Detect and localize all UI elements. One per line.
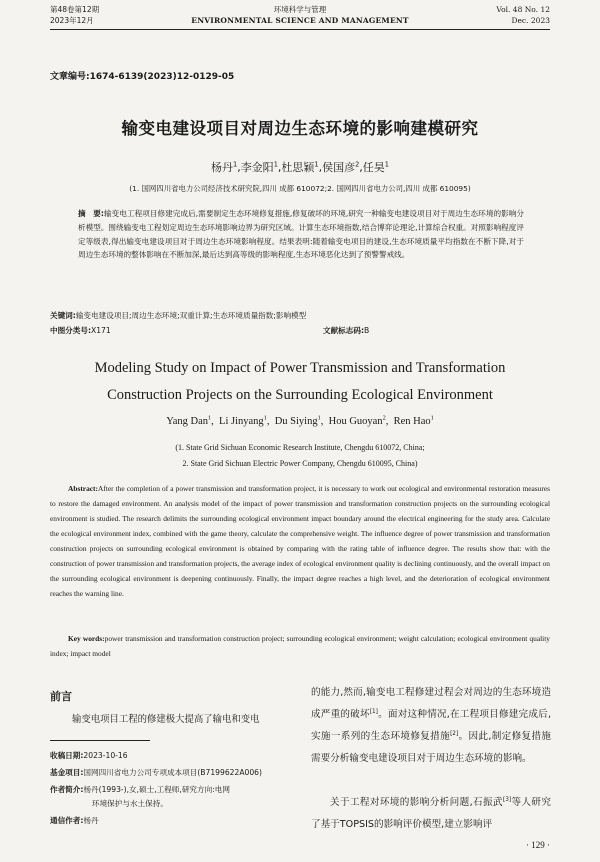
- author-cn: 任昊: [362, 161, 385, 174]
- section-heading: 前言: [50, 690, 72, 703]
- keywords-en-text: power transmission and transformation construction project; surrounding ecological environment; weight calculation; ecological environment quality index; impact model: [50, 634, 550, 658]
- journal-name-cn: 环境科学与管理: [273, 5, 327, 14]
- journal-name-en: ENVIRONMENTAL SCIENCE AND MANAGEMENT: [191, 16, 409, 25]
- abstract-en-label: Abstract:: [68, 484, 98, 493]
- author-cn: 李金阳: [240, 161, 274, 174]
- body-left-paragraph: 输变电项目工程的修建极大提高了输电和变电: [72, 714, 260, 725]
- footnote-rule: [50, 740, 150, 741]
- footnote-fund: 基金项目:国网四川省电力公司专项成本项目(B7199622A006): [50, 768, 262, 777]
- header-rule: [50, 29, 550, 30]
- abstract-cn-label: 摘 要:: [78, 209, 104, 218]
- clc-number: 中图分类号:X171: [50, 326, 111, 335]
- author-cn: 杜思颖: [281, 161, 315, 174]
- title-en: [0, 355, 600, 409]
- title-en-line2: Construction Projects on the Surrounding Ecological Environment: [107, 387, 493, 403]
- header-volume-cn: 第48卷第12期: [50, 5, 100, 14]
- abstract-cn: [78, 207, 524, 262]
- author-en: Li Jinyang: [219, 416, 264, 427]
- author-cn: 杨丹: [210, 161, 233, 174]
- abstract-en-text: After the completion of a power transmission and transformation project, it is necessary to work out ecological and environmental restoration measures to restore the damaged environment. An analysis model of the impact of power transmission and transformation construction projects on the surrounding ecological environment is studied. The research delimits the surrounding ecological environment impact boundary around the electrical engineering for the study area. Calculate the ecological environment index, combined with the game theory, calculate the comprehensive weight. The influence degree of power transmission and transformation construction projects on surrounding ecological environment is obtained by comparing with the rating table of influence degree. The results show that: with the construction of power transmission and transformation projects, the average index of ecological environment quality is declining continuously, and the overall impact on the surrounding ecological environment is deepening continuously. Finally, the impact degree reaches a high level, and the deterioration of ecological environment reaches the warning line.: [50, 484, 550, 598]
- author-en: Ren Hao: [393, 416, 431, 427]
- body-right-paragraph-2: 关于工程对环境的影响分析问题,石振武[3]等人研究了基于TOPSIS的影响评价模型,建立影响评: [311, 796, 551, 830]
- title-en-line1: Modeling Study on Impact of Power Transmission and Transformation: [94, 360, 506, 376]
- header-volume-en: Vol. 48 No. 12: [496, 5, 550, 14]
- body-right-paragraph-1: 的能力,然而,输变电工程修建过程会对周边的生态环境造成严重的破坏[1]。面对这种情况,在工程项目修建完成后,实施一系列的生态环境修复措施[2]。因此,制定修复措施需要分析输变电建设项目对于周边生态环境的影响。: [311, 687, 551, 764]
- footnote-received: 收稿日期:2023-10-16: [50, 751, 128, 760]
- page-number: · 129 ·: [526, 840, 550, 850]
- abstract-en: [50, 481, 550, 601]
- author-cn: 侯国彦: [322, 161, 356, 174]
- citation-ref[interactable]: [2]: [450, 730, 459, 737]
- authors-en: Yang Dan$^1$, Li Jinyang$^1$, Du Siying$^1$, Hou Guoyan$^2$, Ren Hao$^1$: [166, 414, 434, 427]
- article-number: 文章编号:1674-6139(2023)12-0129-05: [50, 72, 235, 82]
- footnote-author-cont: 环境保护与水土保持。: [92, 799, 168, 808]
- keywords-en: [50, 631, 550, 661]
- header-date-en: Dec. 2023: [511, 16, 550, 25]
- keywords-cn: [50, 310, 306, 321]
- footnote-author: 作者简介:杨丹(1993-),女,硕士,工程师,研究方向:电网: [50, 785, 230, 794]
- author-en: Du Siying: [274, 416, 318, 427]
- affiliation-en: (1. State Grid Sichuan Economic Research Institute, Chengdu 610072, China; 2. State Grid Sichuan Electric Power Company, Chengdu 610095, China): [175, 443, 425, 468]
- citation-ref[interactable]: [3]: [502, 796, 512, 803]
- keywords-cn-text: 输变电建设项目;周边生态环境;双重计算;生态环境质量指数;影响模型: [75, 311, 307, 320]
- abstract-cn-text: 输变电工程项目修建完成后,需要制定生态环境修复措施,修复破坏的环境,研究一种输变电建设项目对于周边生态环境的影响分析模型。围绕输变电工程划定周边生态环境影响边界为研究区域。计算生态环境指数,结合博弈论理论,计算综合权重。对照影响程度评定等级表,得出输变电建设项目对于周边生态环境影响程度。结果表明:随着输变电项目的建设,生态环境质量平均指数在不断下降,对于周边生态环境的整体影响在不断加深,最后达到高等级的影响程度,生态环境恶化达到了预警警戒线。: [78, 209, 524, 260]
- author-en: Hou Guoyan: [328, 416, 383, 427]
- author-en: Yang Dan: [166, 416, 208, 427]
- affiliation-cn: (1. 国网四川省电力公司经济技术研究院,四川 成都 610072;2. 国网四川省电力公司,四川 成都 610095): [129, 184, 471, 193]
- authors-cn: 杨丹$^1$,李金阳$^1$,杜思颖$^1$,侯国彦$^2$,任昊$^1$: [210, 160, 389, 174]
- title-cn: 输变电建设项目对周边生态环境的影响建模研究: [121, 119, 479, 138]
- header-date-cn: 2023年12月: [50, 16, 94, 25]
- keywords-cn-label: 关键词:: [50, 311, 76, 320]
- footnote-corresponding: 通信作者:杨丹: [50, 816, 99, 825]
- document-code: 文献标志码:B: [323, 326, 370, 335]
- footnotes: [50, 749, 280, 828]
- citation-ref[interactable]: [1]: [369, 708, 378, 715]
- keywords-en-label: Key words:: [68, 634, 105, 643]
